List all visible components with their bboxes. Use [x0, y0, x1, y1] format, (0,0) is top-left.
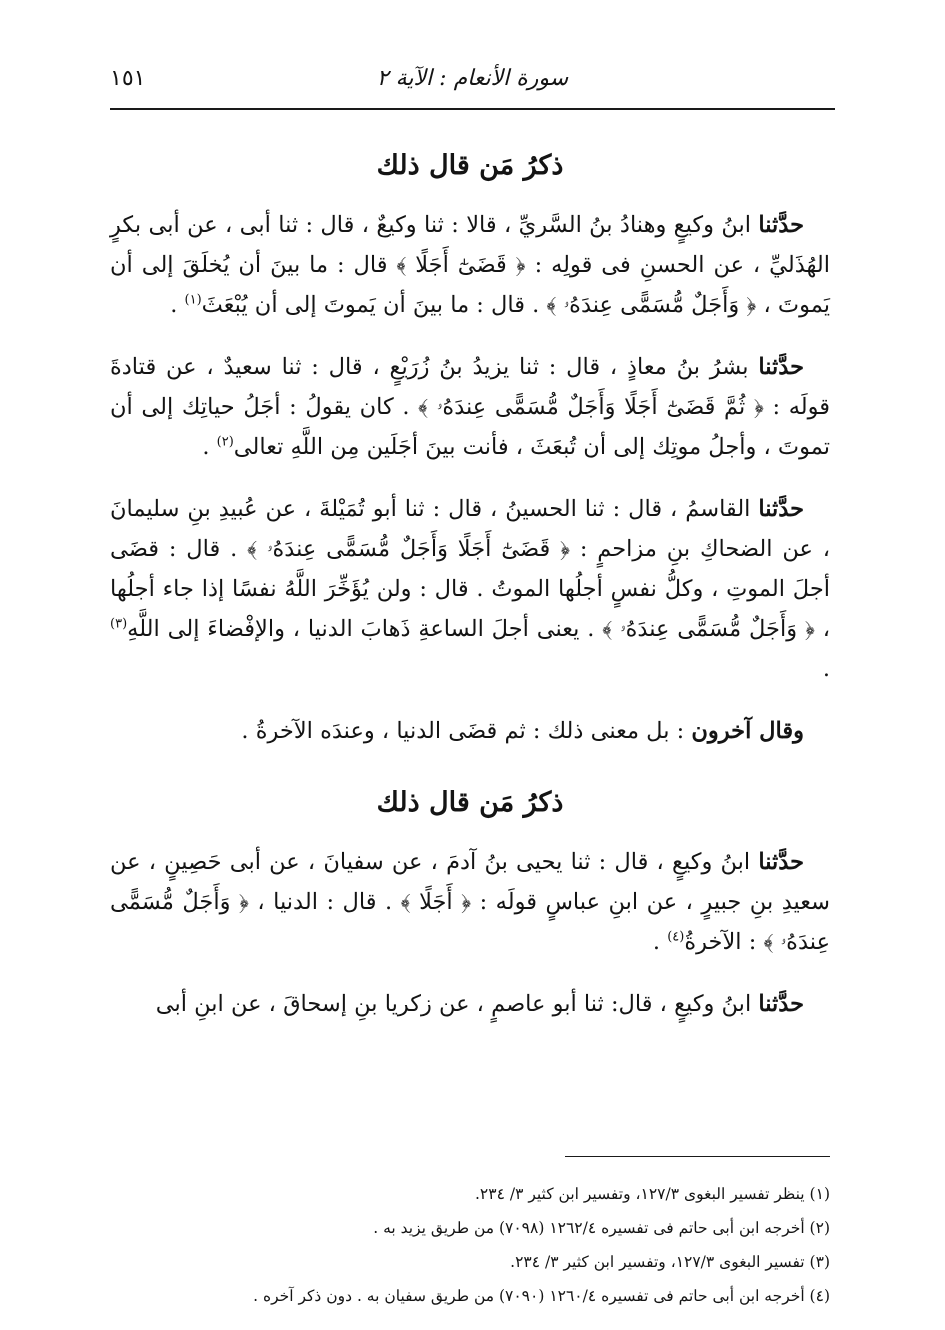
- footnote-ref: (٢): [216, 434, 234, 450]
- narration-lead: حدَّثنا: [758, 354, 804, 380]
- footnote-ref: (٣): [110, 616, 128, 632]
- narration-lead: حدَّثنا: [758, 212, 804, 238]
- narration-text: بشرُ بنُ معاذٍ ، قال : ثنا يزيدُ بنُ زُرَيْعٍ ، قال : ثنا سعيدٌ ، عن قتادةَ قولَه : ﴿ ثُمَّ قَضَىٰٓ أَجَلًا وَأَجَلٌ مُّسَمًّى عِندَهُۥ ﴾ . كان يقولُ : أجَلُ حياتِك إلى أن تموتَ ، وأجلُ موتِك إلى أن تُبعَثَ ، فأنت بينَ أجَلَين مِن اللَّهِ تعالى: [110, 354, 830, 460]
- opinion-lead: وقال آخرون: [691, 718, 804, 744]
- main-text: [110, 150, 830, 1046]
- narration-text: ابنُ وكيعٍ وهنادُ بنُ السَّريِّ ، قالا : ثنا وكيعٌ ، قال : ثنا أبى ، عن أبى بكرٍ الهُذَليِّ ، عن الحسنِ فى قولِه : ﴿ قَضَىٰٓ أَجَلًا ﴾ قال : ما بينَ أن يُخلَقَ إلى أن يَموتَ ، ﴿ وَأَجَلٌ مُّسَمًّى عِندَهُۥ ﴾ . قال : ما بينَ أن يَموتَ إلى أن يُبْعَثَ: [110, 212, 830, 318]
- opinion-text: : بل معنى ذلك : ثم قضَى الدنيا ، وعندَه الآخرةُ .: [241, 718, 692, 744]
- narration-text: القاسمُ ، قال : ثنا الحسينُ ، قال : ثنا أبو تُمَيْلةَ ، عن عُبيدِ بنِ سليمانَ ، عن الضحاكِ بنِ مزاحمٍ : ﴿ قَضَىٰٓ أَجَلًا وَأَجَلٌ مُّسَمًّى عِندَهُۥ ﴾ . قال : قضَى أجلَ الموتِ ، وكلُّ نفسٍ أجلُها الموتُ . قال : ولن يُؤَخِّرَ اللَّهُ نفسًا إذا جاء أجلُها ، ﴿ وَأَجَلٌ مُّسَمًّى عِندَهُۥ ﴾ . يعنى أجلَ الساعةِ ذَهابَ الدنيا ، والإفْضاءَ إلى اللَّهِ: [110, 496, 830, 642]
- footnote-ref: (٤): [667, 929, 685, 945]
- narration-end: .: [822, 656, 830, 682]
- narration-paragraph: [110, 984, 830, 1024]
- narration-lead: حدَّثنا: [758, 849, 804, 875]
- footnote-ref: (١): [184, 292, 202, 308]
- footnote: (٣) تفسير البغوى ١٢٧/٣، وتفسير ابن كثير ٣/ ٢٣٤.: [510, 1253, 830, 1271]
- header-divider: [110, 108, 835, 110]
- page-number: ١٥١: [110, 66, 146, 91]
- narration-text: ابنُ وكيعٍ ، قال : ثنا يحيى بنُ آدمَ ، عن سفيانَ ، عن أبى حَصِينٍ ، عن سعيدِ بنِ جبيرٍ ، عن ابنِ عباسٍ قولَه : ﴿ أَجَلًا ﴾ . قال : الدنيا ، ﴿ وَأَجَلٌ مُّسَمًّى عِندَهُۥ ﴾ : الآخرةُ: [110, 849, 830, 955]
- narration-paragraph: [110, 842, 830, 962]
- narration-end: .: [170, 292, 185, 318]
- narration-lead: حدَّثنا: [758, 496, 804, 522]
- narration-lead: حدَّثنا: [758, 991, 804, 1017]
- page-header: [110, 62, 835, 102]
- footnote: (٤) أخرجه ابن أبى حاتم فى تفسيره ١٢٦٠/٤ (٧٠٩٠) من طريق سفيان به . دون ذكر آخره .: [253, 1287, 830, 1305]
- running-title: سورة الأنعام : الآية ٢: [376, 66, 569, 91]
- footnote: (١) ينظر تفسير البغوى ١٢٧/٣، وتفسير ابن كثير ٣/ ٢٣٤.: [474, 1185, 830, 1203]
- narration-end: .: [202, 434, 217, 460]
- narration-paragraph: [110, 347, 830, 467]
- narration-end: .: [652, 929, 668, 955]
- section-heading: ذكرُ مَن قال ذلك: [376, 787, 564, 818]
- narration-text: ابنُ وكيعٍ ، قال: ثنا أبو عاصمٍ ، عن زكريا بنِ إسحاقَ ، عن ابنِ أبى: [155, 991, 759, 1017]
- footnotes: [110, 1184, 830, 1320]
- narration-paragraph: [110, 205, 830, 325]
- opinion-paragraph: [110, 711, 830, 751]
- narration-paragraph: [110, 489, 830, 689]
- footnote-divider: [565, 1156, 830, 1157]
- section-heading: ذكرُ مَن قال ذلك: [376, 150, 564, 181]
- footnote: (٢) أخرجه ابن أبى حاتم فى تفسيره ١٢٦٢/٤ (٧٠٩٨) من طريق يزيد به .: [373, 1219, 830, 1237]
